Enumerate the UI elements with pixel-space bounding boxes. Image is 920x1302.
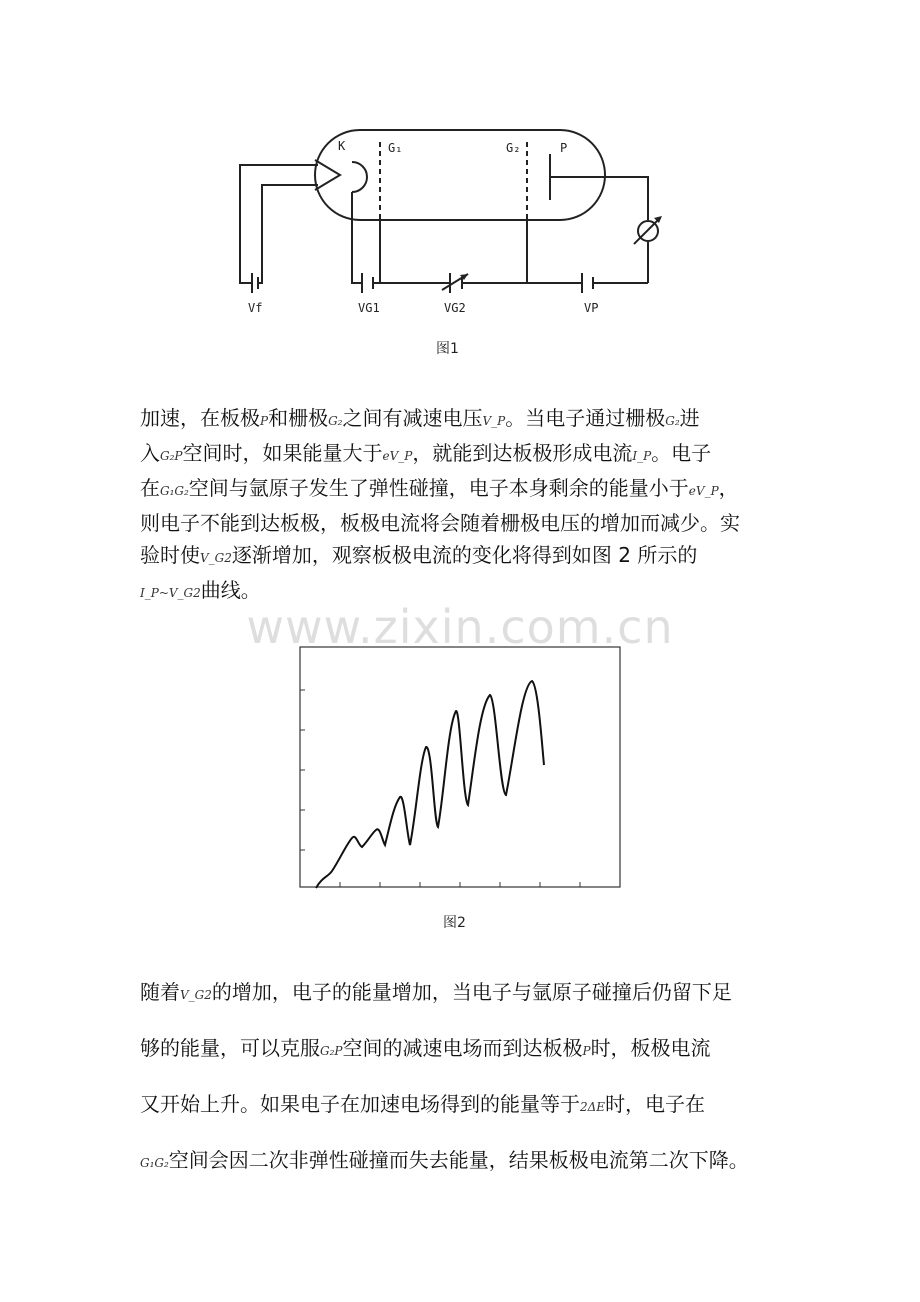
paragraph-1 [140, 402, 800, 609]
label-vf: Vf [248, 301, 263, 315]
figure1-circuit-diagram [230, 120, 670, 320]
p1-line-3: 在G₁G₂空间与氩原子发生了弹性碰撞，电子本身剩余的能量小于eV_P， [140, 476, 739, 500]
figure2-ip-vg2-curve [288, 645, 628, 907]
p1-line-1: 加速，在板极P和栅极G₂之间有减速电压V_P。当电子通过栅极G₂进 [140, 406, 700, 430]
p1-line-4: 则电子不能到达板极，板极电流将会随着栅极电压的增加而减少。实 [140, 511, 740, 535]
label-g2: G₂ [506, 141, 521, 155]
cathode-shield [352, 162, 367, 192]
paragraph-2 [140, 966, 800, 1190]
p2-line-3: 又开始上升。如果电子在加速电场得到的能量等于2ΔE时，电子在 [140, 1092, 706, 1116]
label-p: P [560, 141, 568, 155]
label-vg2: VG2 [444, 301, 466, 315]
cathode-k [315, 160, 340, 190]
label-k: K [338, 139, 346, 153]
p2-line-1: 随着V_G2的增加，电子的能量增加，当电子与氩原子碰撞后仍留下足 [140, 980, 732, 1004]
p1-line-2: 入G₂P空间时，如果能量大于eV_P，就能到达板极形成电流I_P。电子 [140, 441, 712, 465]
franck-hertz-curve [316, 681, 544, 888]
p1-line-6: I_P~V_G2曲线。 [140, 578, 261, 602]
label-vp: VP [584, 301, 599, 315]
p2-line-2: 够的能量，可以克服G₂P空间的减速电场而到达板极P时，板极电流 [140, 1036, 711, 1060]
label-vg1: VG1 [358, 301, 380, 315]
figure2-caption: 图2 [443, 915, 466, 931]
plot-frame [300, 647, 620, 887]
p2-line-4: G₁G₂空间会因二次非弹性碰撞而失去能量，结果板极电流第二次下降。 [140, 1148, 749, 1172]
watermark-text: www.zixin.com.cn [246, 600, 674, 654]
figure1-caption: 图1 [436, 341, 459, 357]
label-g1: G₁ [388, 141, 403, 155]
p1-line-5: 验时使V_G2逐渐增加，观察板极电流的变化将得到如图 2 所示的 [140, 543, 698, 567]
